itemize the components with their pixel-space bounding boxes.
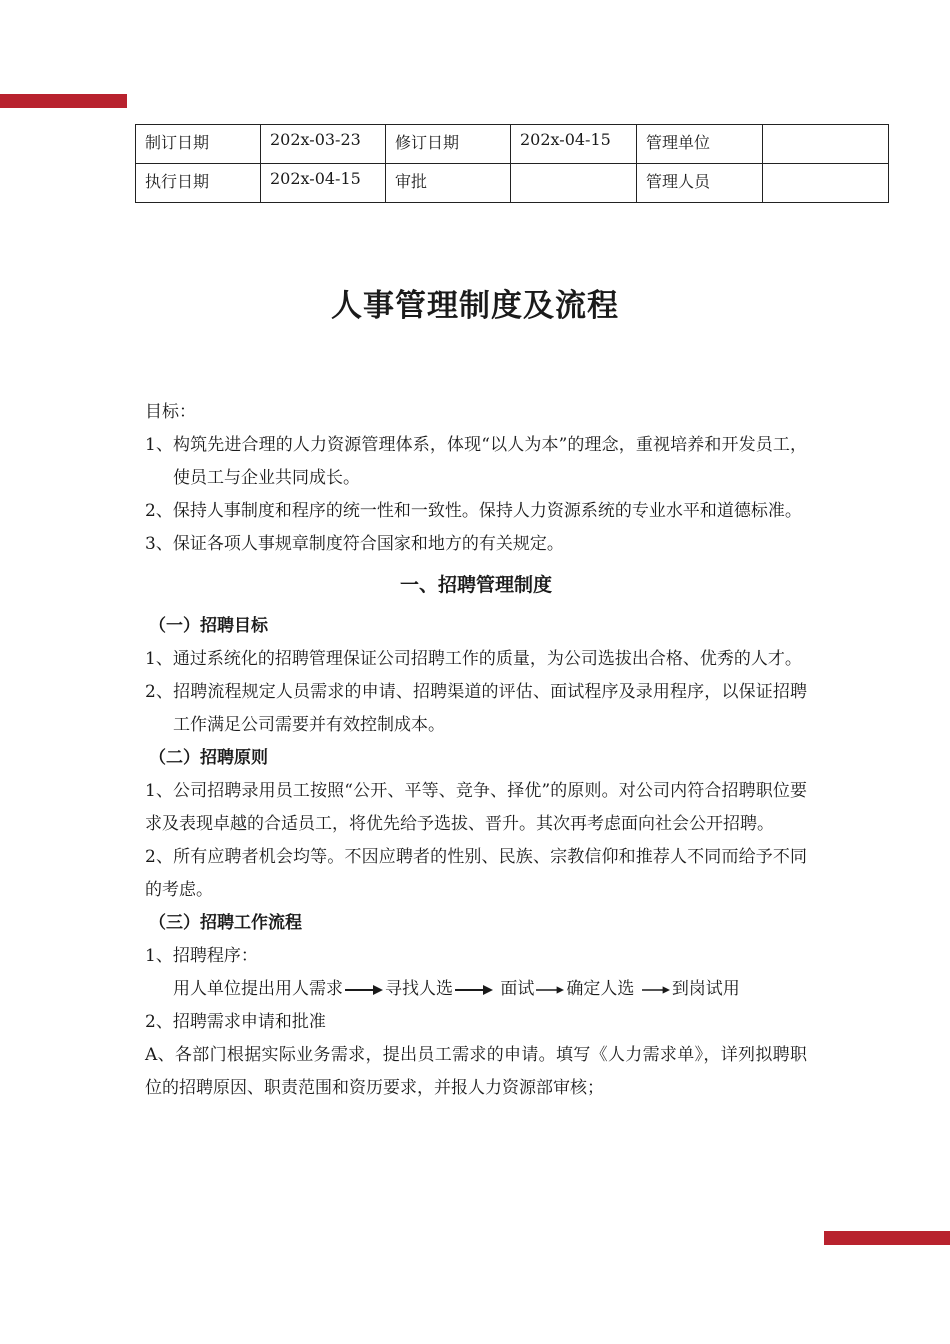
subsection-title-process: （三）招聘工作流程 xyxy=(149,913,302,933)
list-item: 1、招聘程序： xyxy=(145,946,258,966)
value-revision-date: 202x-04-15 xyxy=(511,125,637,164)
label-approval: 审批 xyxy=(386,164,511,203)
label-manager: 管理人员 xyxy=(637,164,763,203)
document-meta-table xyxy=(135,124,889,203)
list-item: 2、招聘需求申请和批准 xyxy=(145,1012,326,1032)
value-draft-date: 202x-03-23 xyxy=(261,125,386,164)
meta-row xyxy=(136,125,889,164)
list-item: 1、通过系统化的招聘管理保证公司招聘工作的质量，为公司选拔出合格、优秀的人才。 xyxy=(145,649,802,669)
value-managing-unit xyxy=(763,125,889,164)
flow-step: 用人单位提出用人需求 xyxy=(173,979,343,999)
meta-row xyxy=(136,164,889,203)
paragraph: 1、公司招聘录用员工按照“公开、平等、竞争、择优”的原则。对公司内符合招聘职位要求及表现卓越的合适员工，将优先给予选拔、晋升。其次再考虑面向社会公开招聘。 xyxy=(145,781,807,834)
flow-step: 寻找人选 xyxy=(385,979,453,999)
label-effective-date: 执行日期 xyxy=(136,164,261,203)
goal-item: 2、保持人事制度和程序的统一性和一致性。保持人力资源系统的专业水平和道德标准。 xyxy=(145,501,802,521)
flow-step: 面试 xyxy=(500,979,535,999)
flow-step: 到岗试用 xyxy=(671,979,740,999)
flow-step: 确定人选 xyxy=(566,979,635,999)
arrow-right-icon xyxy=(536,985,564,995)
arrow-right-icon xyxy=(345,985,383,995)
subsection-title-principles: （二）招聘原则 xyxy=(149,748,268,768)
document-title: 人事管理制度及流程 xyxy=(331,288,619,324)
label-managing-unit: 管理单位 xyxy=(637,125,763,164)
top-accent-bar xyxy=(0,94,127,108)
paragraph: A、各部门根据实际业务需求，提出员工需求的申请。填写《人力需求单》，详列拟聘职位的招聘原因、职责范围和资历要求，并报人力资源部审核； xyxy=(145,1045,807,1098)
label-revision-date: 修订日期 xyxy=(386,125,511,164)
recruitment-flow xyxy=(145,973,807,1006)
bottom-accent-bar xyxy=(824,1231,950,1245)
list-item: 2、招聘流程规定人员需求的申请、招聘渠道的评估、面试程序及录用程序，以保证招聘工作满足公司需要并有效控制成本。 xyxy=(145,682,807,735)
value-manager xyxy=(763,164,889,203)
value-effective-date: 202x-04-15 xyxy=(261,164,386,203)
arrow-right-icon xyxy=(455,985,493,995)
goal-item: 1、构筑先进合理的人力资源管理体系，体现“以人为本”的理念，重视培养和开发员工，使员工与企业共同成长。 xyxy=(145,435,807,488)
subsection-title-goals: （一）招聘目标 xyxy=(149,616,268,636)
label-draft-date: 制订日期 xyxy=(136,125,261,164)
goal-item: 3、保证各项人事规章制度符合国家和地方的有关规定。 xyxy=(145,534,564,554)
goals-heading: 目标： xyxy=(145,402,196,422)
value-approval xyxy=(511,164,637,203)
document-body xyxy=(145,396,807,1105)
paragraph: 2、所有应聘者机会均等。不因应聘者的性别、民族、宗教信仰和推荐人不同而给予不同的考虑。 xyxy=(145,847,807,900)
section-title-recruitment: 一、招聘管理制度 xyxy=(399,574,552,596)
arrow-right-icon xyxy=(642,985,670,995)
